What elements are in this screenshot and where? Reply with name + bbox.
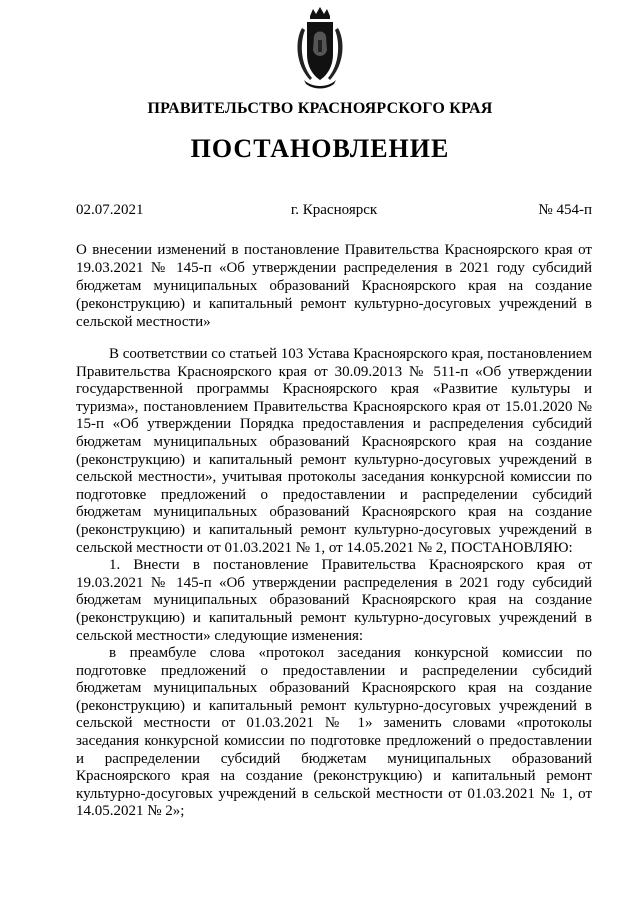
body-paragraph-amendment: в преамбуле слова «протокол заседания конкурсной комиссии по подготовке предложений о предоставлении и распределении субсидий бюджетам муниципальных образований Красноярского края на создание (реконструкцию) и капитальный ремонт культурно-досуговых учреждений в сельской местности от 01.03.2021 № 1» заменить словами «протоколы заседания конкурсной комиссии по подготовке предложений о предоставлении и распределении субсидий бюджетам муниципальных образований Красноярского края на создание (реконструкцию) и капитальный ремонт культурно-досуговых учреждений в сельской местности от 01.03.2021 № 1, от 14.05.2021 № 2»;	[76, 645, 592, 820]
document-city: г. Красноярск	[290, 202, 378, 218]
body-paragraph-item-1: 1. Внести в постановление Правительства Красноярского края от 19.03.2021 № 145-п «Об утверждении распределения в 2021 году субсидий бюджетам муниципальных образований Красноярского края на создание (реконструкцию) и капитальный ремонт культурно-досуговых учреждений в сельской местности» следующие изменения:	[76, 557, 592, 644]
body-paragraph-preamble: В соответствии со статьей 103 Устава Красноярского края, постановлением Правительства Красноярского края от 30.09.2013 № 511-п «Об утверждении государственной программы Красноярского края «Развитие культуры и туризма», постановлением Правительства Красноярского края от 15.01.2020 № 15-п «Об утверждении Порядка предоставления и распределения субсидий бюджетам муниципальных образований Красноярского края на создание (реконструкцию) и капитальный ремонт культурно-досуговых учреждений в сельской местности», учитывая протоколы заседания конкурсной комиссии по подготовке предложений о предоставлении и распределении субсидий бюджетам муниципальных образований Красноярского края на создание (реконструкцию) и капитальный ремонт культурно-досуговых учреждений в сельской местности от 01.03.2021 № 1, от 14.05.2021 № 2, ПОСТАНОВЛЯЮ:	[76, 346, 592, 556]
document-number: № 454-п	[538, 202, 592, 218]
document-date: 02.07.2021	[76, 202, 144, 218]
coat-of-arms-emblem	[292, 6, 348, 90]
document-subject: О внесении изменений в постановление Правительства Красноярского края от 19.03.2021 № 145-п «Об утверждении распределения в 2021 году субсидий бюджетам муниципальных образований Красноярского края на создание (реконструкцию) и капитальный ремонт культурно-досуговых учреждений в сельской местности»	[76, 242, 592, 330]
document-meta-row	[76, 202, 592, 222]
government-name: ПРАВИТЕЛЬСТВО КРАСНОЯРСКОГО КРАЯ	[147, 100, 493, 117]
document-body	[76, 346, 592, 821]
document-type-title: ПОСТАНОВЛЕНИЕ	[190, 134, 450, 163]
